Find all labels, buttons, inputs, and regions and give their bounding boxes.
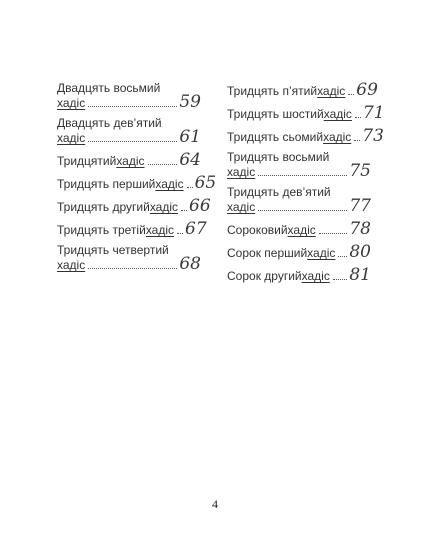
toc-entry-hadith: хадіс bbox=[149, 200, 179, 214]
toc-entry-hadith: хадіс bbox=[227, 200, 256, 214]
toc-entry-hadith: хадіс bbox=[301, 269, 330, 283]
toc-page-number: 77 bbox=[349, 196, 371, 216]
dot-leader bbox=[319, 233, 348, 234]
dot-leader bbox=[177, 233, 183, 234]
toc-entry-title: Тридцять третій bbox=[57, 223, 146, 237]
toc-entry-hadith: хадіс bbox=[57, 258, 86, 272]
dot-leader bbox=[187, 187, 193, 188]
toc-entry-hadith: хадіс bbox=[145, 223, 175, 237]
toc-entry-hadith: хадіс bbox=[57, 131, 86, 145]
dot-leader bbox=[333, 279, 348, 280]
toc-entry-hadith: хадіс bbox=[323, 107, 352, 121]
toc-page-number: 68 bbox=[179, 254, 201, 274]
toc-entry-title: Тридцять сьомий bbox=[227, 130, 324, 144]
toc-entry-33[interactable] bbox=[57, 219, 207, 243]
toc-page-number: 61 bbox=[179, 127, 201, 147]
toc-entry-title: Сороковий bbox=[227, 223, 288, 237]
dot-leader bbox=[258, 210, 347, 211]
toc-entry-title: Тридцять перший bbox=[57, 177, 156, 191]
toc-entry-hadith: хадіс bbox=[287, 223, 316, 237]
dot-leader bbox=[258, 175, 347, 176]
toc-page-number: 71 bbox=[362, 103, 385, 123]
dot-leader bbox=[348, 94, 354, 95]
toc-entry-40[interactable] bbox=[227, 220, 371, 243]
toc-entry-39[interactable] bbox=[227, 185, 371, 220]
toc-entry-32[interactable] bbox=[57, 196, 211, 220]
toc-entry-title: Двадцять дев’ятий bbox=[57, 116, 162, 130]
toc-entry-29[interactable] bbox=[57, 116, 201, 151]
toc-page-number: 64 bbox=[179, 150, 201, 170]
toc-page-number: 78 bbox=[349, 219, 371, 239]
toc-entry-title: Тридцятий bbox=[57, 154, 117, 168]
page-number: 4 bbox=[212, 497, 218, 511]
toc-entry-36[interactable] bbox=[227, 103, 385, 127]
toc-page-number: 59 bbox=[179, 92, 201, 112]
toc-entry-34[interactable] bbox=[57, 243, 201, 278]
toc-page-number: 80 bbox=[349, 242, 371, 262]
dot-leader bbox=[355, 117, 361, 118]
toc-entry-hadith: хадіс bbox=[227, 165, 256, 179]
toc-entry-hadith: хадіс bbox=[307, 246, 336, 260]
toc-entry-title: Тридцять п’ятий bbox=[227, 84, 318, 98]
toc-entry-28[interactable] bbox=[57, 81, 201, 116]
toc-column-right bbox=[227, 80, 385, 289]
toc-entry-title: Тридцять четвертий bbox=[57, 243, 169, 257]
toc-entry-title: Сорок другий bbox=[227, 269, 302, 283]
toc-page-number: 66 bbox=[189, 196, 211, 216]
dot-leader bbox=[148, 164, 178, 165]
toc-page-number: 73 bbox=[362, 126, 384, 146]
dot-leader bbox=[88, 141, 177, 142]
toc-page-number: 81 bbox=[349, 265, 371, 285]
toc-entry-hadith: хадіс bbox=[155, 177, 184, 191]
toc-page-number: 69 bbox=[356, 80, 378, 100]
toc-entry-hadith: хадіс bbox=[323, 130, 352, 144]
toc-page-number: 67 bbox=[185, 219, 207, 239]
toc-entry-title: Тридцять другий bbox=[57, 200, 150, 214]
toc-entry-title: Тридцять шостий bbox=[227, 107, 324, 121]
toc-entry-30[interactable] bbox=[57, 151, 201, 174]
toc-page-number: 75 bbox=[349, 161, 371, 181]
toc-entry-title: Сорок перший bbox=[227, 246, 308, 260]
toc-entry-hadith: хадіс bbox=[57, 96, 86, 110]
dot-leader bbox=[88, 106, 177, 107]
toc-entry-title: Тридцять восьмий bbox=[227, 150, 330, 164]
toc-entry-hadith: хадіс bbox=[317, 84, 346, 98]
toc-entry-42[interactable] bbox=[227, 266, 371, 289]
toc-entry-31[interactable] bbox=[57, 173, 217, 197]
toc-entry-35[interactable] bbox=[227, 80, 378, 104]
dot-leader bbox=[181, 210, 187, 211]
dot-leader bbox=[338, 256, 347, 257]
toc-entry-41[interactable] bbox=[227, 243, 371, 266]
dot-leader bbox=[354, 140, 360, 141]
toc-entry-38[interactable] bbox=[227, 150, 371, 185]
dot-leader bbox=[88, 268, 177, 269]
toc-entry-hadith: хадіс bbox=[116, 154, 145, 168]
toc-entry-title: Тридцять дев’ятий bbox=[227, 185, 331, 199]
toc-page-number: 65 bbox=[194, 173, 217, 193]
toc-entry-title: Двадцять восьмий bbox=[57, 81, 161, 95]
toc-column-left bbox=[57, 81, 217, 278]
toc-entry-37[interactable] bbox=[227, 126, 384, 150]
